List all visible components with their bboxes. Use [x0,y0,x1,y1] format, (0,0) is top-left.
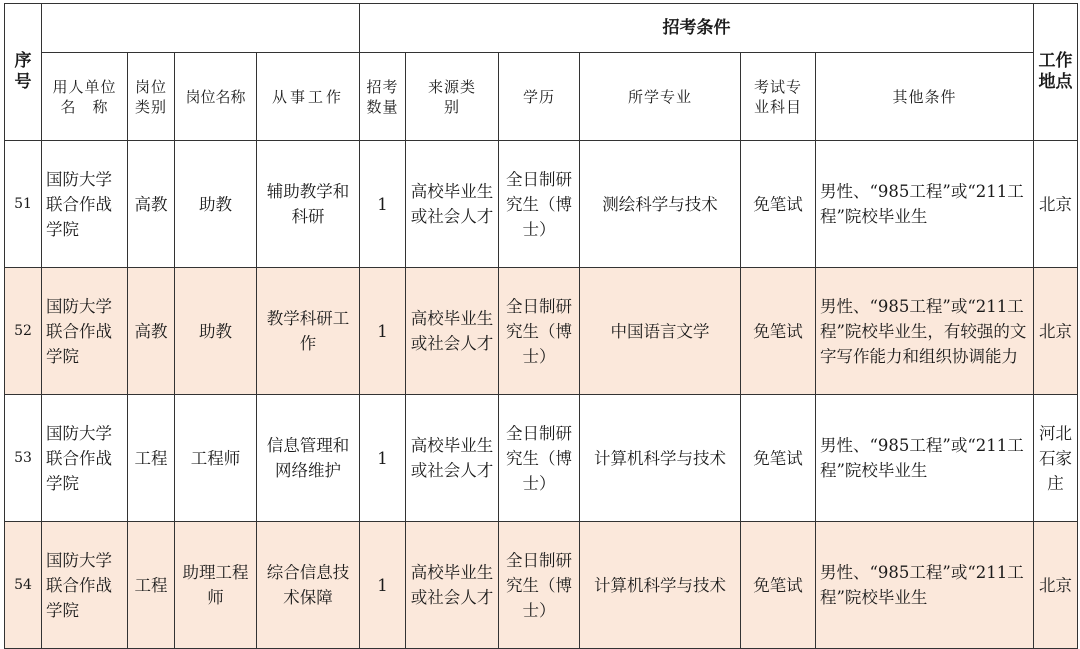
cell-other: 男性、“985工程”或“211工程”院校毕业生 [816,141,1034,268]
cell-source: 高校毕业生或社会人才 [406,141,499,268]
cell-source: 高校毕业生或社会人才 [406,522,499,649]
cell-exam: 免笔试 [741,522,816,649]
cell-index: 54 [5,522,42,649]
cell-unit: 国防大学联合作战学院 [42,522,128,649]
cell-location: 北京 [1034,141,1078,268]
cell-major: 测绘科学与技术 [580,141,741,268]
cell-location: 河北石家庄 [1034,395,1078,522]
cell-work: 辅助教学和科研 [257,141,360,268]
cell-category: 高教 [128,268,175,395]
table-row [5,395,1078,522]
header-education: 学历 [499,53,580,141]
cell-education: 全日制研究生（博士） [499,141,580,268]
cell-location: 北京 [1034,268,1078,395]
header-exam: 考试专业科目 [741,53,816,141]
cell-index: 52 [5,268,42,395]
cell-major: 计算机科学与技术 [580,395,741,522]
header-other: 其他条件 [816,53,1034,141]
cell-index: 53 [5,395,42,522]
cell-position: 助理工程师 [175,522,257,649]
table-row [5,141,1078,268]
header-source: 来源类别 [406,53,499,141]
cell-count: 1 [360,395,406,522]
header-work: 从事工作 [257,53,360,141]
cell-position: 工程师 [175,395,257,522]
cell-other: 男性、“985工程”或“211工程”院校毕业生，有较强的文字写作能力和组织协调能力 [816,268,1034,395]
cell-exam: 免笔试 [741,268,816,395]
cell-count: 1 [360,141,406,268]
cell-other: 男性、“985工程”或“211工程”院校毕业生 [816,395,1034,522]
cell-category: 工程 [128,522,175,649]
cell-position: 助教 [175,268,257,395]
recruitment-table [4,3,1078,649]
cell-location: 北京 [1034,522,1078,649]
table-row [5,522,1078,649]
cell-work: 综合信息技术保障 [257,522,360,649]
cell-exam: 免笔试 [741,141,816,268]
cell-major: 中国语言文学 [580,268,741,395]
cell-work: 教学科研工作 [257,268,360,395]
cell-count: 1 [360,522,406,649]
cell-position: 助教 [175,141,257,268]
header-index: 序号 [5,4,42,141]
cell-unit: 国防大学联合作战学院 [42,141,128,268]
cell-count: 1 [360,268,406,395]
cell-source: 高校毕业生或社会人才 [406,395,499,522]
cell-category: 工程 [128,395,175,522]
header-position: 岗位名称 [175,53,257,141]
cell-index: 51 [5,141,42,268]
cell-major: 计算机科学与技术 [580,522,741,649]
header-blank [42,4,360,53]
cell-education: 全日制研究生（博士） [499,395,580,522]
cell-source: 高校毕业生或社会人才 [406,268,499,395]
table-row [5,268,1078,395]
cell-work: 信息管理和网络维护 [257,395,360,522]
header-category: 岗位类别 [128,53,175,141]
header-location: 工作地点 [1034,4,1078,141]
header-group: 招考条件 [360,4,1034,53]
header-major: 所学专业 [580,53,741,141]
cell-education: 全日制研究生（博士） [499,522,580,649]
cell-category: 高教 [128,141,175,268]
header-unit: 用人单位名 称 [42,53,128,141]
cell-exam: 免笔试 [741,395,816,522]
cell-other: 男性、“985工程”或“211工程”院校毕业生 [816,522,1034,649]
cell-unit: 国防大学联合作战学院 [42,395,128,522]
header-count: 招考数量 [360,53,406,141]
cell-unit: 国防大学联合作战学院 [42,268,128,395]
cell-education: 全日制研究生（博士） [499,268,580,395]
